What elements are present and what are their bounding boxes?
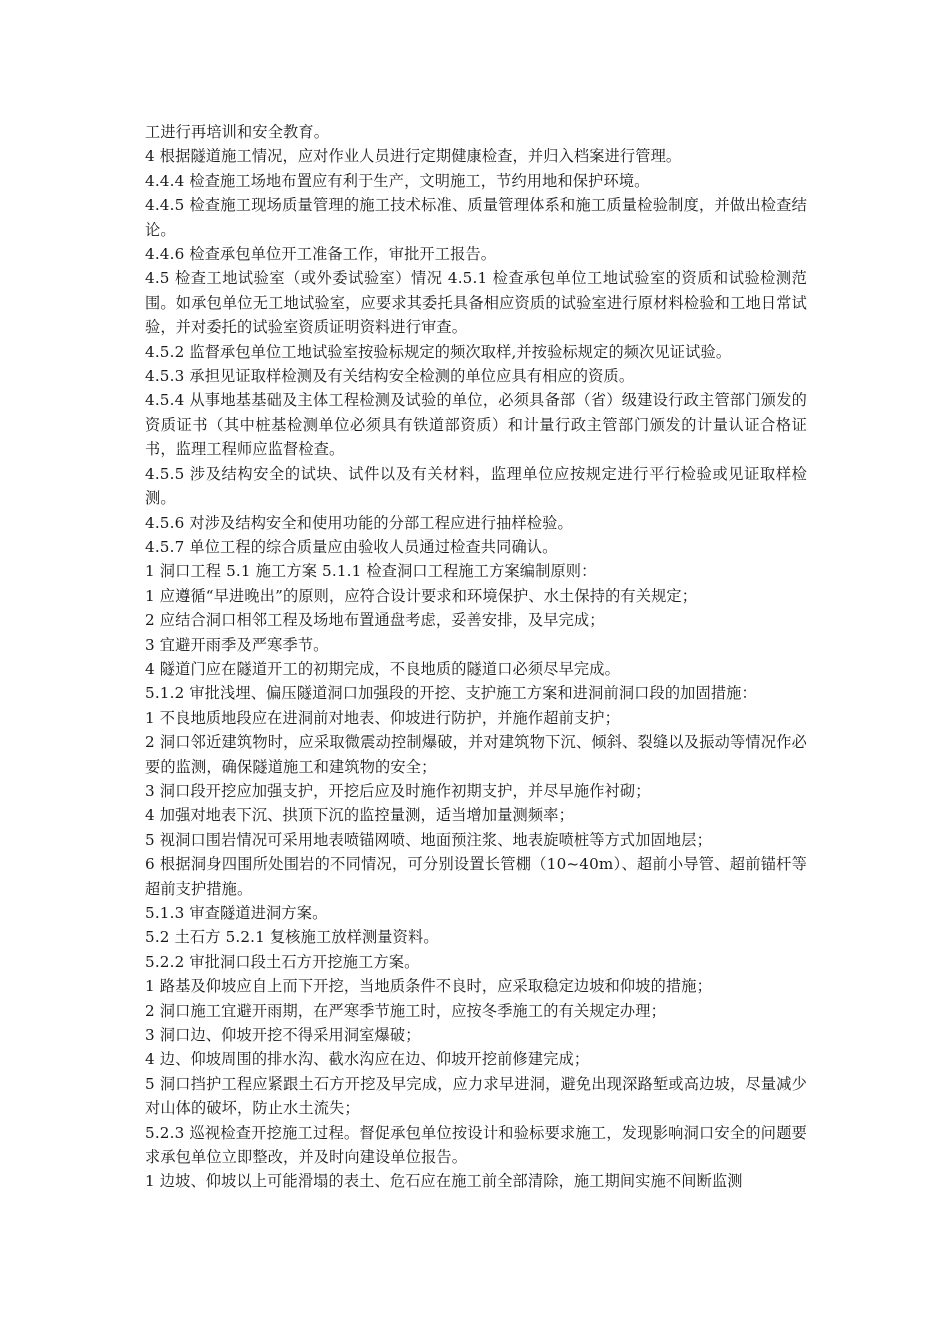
paragraph: 4.5.3 承担见证取样检测及有关结构安全检测的单位应具有相应的资质。 xyxy=(145,367,635,386)
paragraph: 1 洞口工程 5.1 施工方案 5.1.1 检查洞口工程施工方案编制原则： xyxy=(145,562,597,581)
paragraph: 1 不良地质地段应在进洞前对地表、仰坡进行防护，并施作超前支护； xyxy=(145,708,620,727)
paragraph: 4.5 检查工地试验室（或外委试验室）情况 4.5.1 检查承包单位工地试验室的资质和试验检测范围。如承包单位无工地试验室，应要求其委托具备相应资质的试验室进行原材料检验和工地日常试验，并对委托的试验室资质证明资料进行审查。 xyxy=(145,269,807,337)
paragraph: 5 视洞口围岩情况可采用地表喷锚网喷、地面预注浆、地表旋喷桩等方式加固地层； xyxy=(145,830,712,849)
paragraph: 工进行再培训和安全教育。 xyxy=(145,123,330,141)
paragraph: 4.5.4 从事地基基础及主体工程检测及试验的单位，必须具备部（省）级建设行政主管部门颁发的资质证书（其中桩基检测单位必须具有铁道部资质）和计量行政主管部门颁发的计量认证合格证书，监理工程师应监督检查。 xyxy=(145,391,807,459)
paragraph: 1 应遵循“早进晚出”的原则，应符合设计要求和环境保护、水土保持的有关规定； xyxy=(145,586,698,605)
paragraph: 6 根据洞身四围所处围岩的不同情况，可分别设置长管棚（10~40m）、超前小导管、超前锚杆等超前支护措施。 xyxy=(145,855,807,898)
paragraph: 4.4.5 检查施工现场质量管理的施工技术标准、质量管理体系和施工质量检验制度，并做出检查结论。 xyxy=(145,196,807,239)
paragraph: 2 洞口邻近建筑物时，应采取微震动控制爆破，并对建筑物下沉、倾斜、裂缝以及振动等情况作必要的监测，确保隧道施工和建筑物的安全； xyxy=(145,733,807,776)
paragraph: 4.5.6 对涉及结构安全和使用功能的分部工程应进行抽样检验。 xyxy=(145,513,573,532)
paragraph: 3 宜避开雨季及严寒季节。 xyxy=(145,635,329,654)
paragraph: 5.1.2 审批浅埋、偏压隧道洞口加强段的开挖、支护施工方案和进洞前洞口段的加固措施： xyxy=(145,684,757,703)
paragraph: 2 应结合洞口相邻工程及场地布置通盘考虑，妥善安排，及早完成； xyxy=(145,611,605,630)
document-body xyxy=(145,120,807,1194)
paragraph: 5.2 土石方 5.2.1 复核施工放样测量资料。 xyxy=(145,928,439,947)
paragraph: 3 洞口段开挖应加强支护，开挖后应及时施作初期支护，并尽早施作衬砌； xyxy=(145,781,651,800)
paragraph: 4 加强对地表下沉、拱顶下沉的监控量测，适当增加量测频率； xyxy=(145,806,574,825)
paragraph: 5.2.2 审批洞口段土石方开挖施工方案。 xyxy=(145,952,420,971)
paragraph: 4.5.2 监督承包单位工地试验室按验标规定的频次取样,并按验标规定的频次见证试验。 xyxy=(145,342,732,361)
paragraph: 2 洞口施工宜避开雨期，在严寒季节施工时，应按冬季施工的有关规定办理； xyxy=(145,1001,666,1020)
paragraph: 4.4.4 检查施工场地布置应有利于生产，文明施工，节约用地和保护环境。 xyxy=(145,171,650,190)
paragraph: 4 隧道门应在隧道开工的初期完成，不良地质的隧道口必须尽早完成。 xyxy=(145,659,620,678)
paragraph: 1 路基及仰坡应自上而下开挖，当地质条件不良时，应采取稳定边坡和仰坡的措施； xyxy=(145,977,712,996)
paragraph: 5.2.3 巡视检查开挖施工过程。督促承包单位按设计和验标要求施工，发现影响洞口安全的问题要求承包单位立即整改，并及时向建设单位报告。 xyxy=(145,1123,807,1167)
paragraph: 4 边、仰坡周围的排水沟、截水沟应在边、仰坡开挖前修建完成； xyxy=(145,1050,590,1069)
paragraph: 5 洞口挡护工程应紧跟土石方开挖及早完成，应力求早进洞，避免出现深路堑或高边坡，尽量减少对山体的破坏，防止水土流失； xyxy=(145,1074,807,1118)
paragraph: 4.4.6 检查承包单位开工准备工作，审批开工报告。 xyxy=(145,245,497,264)
paragraph: 1 边坡、仰坡以上可能滑塌的表土、危石应在施工前全部清除，施工期间实施不间断监测 xyxy=(145,1172,743,1191)
paragraph: 4 根据隧道施工情况，应对作业人员进行定期健康检查，并归入档案进行管理。 xyxy=(145,147,682,166)
paragraph: 3 洞口边、仰坡开挖不得采用洞室爆破； xyxy=(145,1026,421,1045)
paragraph: 4.5.7 单位工程的综合质量应由验收人员通过检查共同确认。 xyxy=(145,537,558,556)
paragraph: 4.5.5 涉及结构安全的试块、试件以及有关材料，监理单位应按规定进行平行检验或见证取样检测。 xyxy=(145,464,807,508)
paragraph: 5.1.3 审查隧道进洞方案。 xyxy=(145,904,328,922)
